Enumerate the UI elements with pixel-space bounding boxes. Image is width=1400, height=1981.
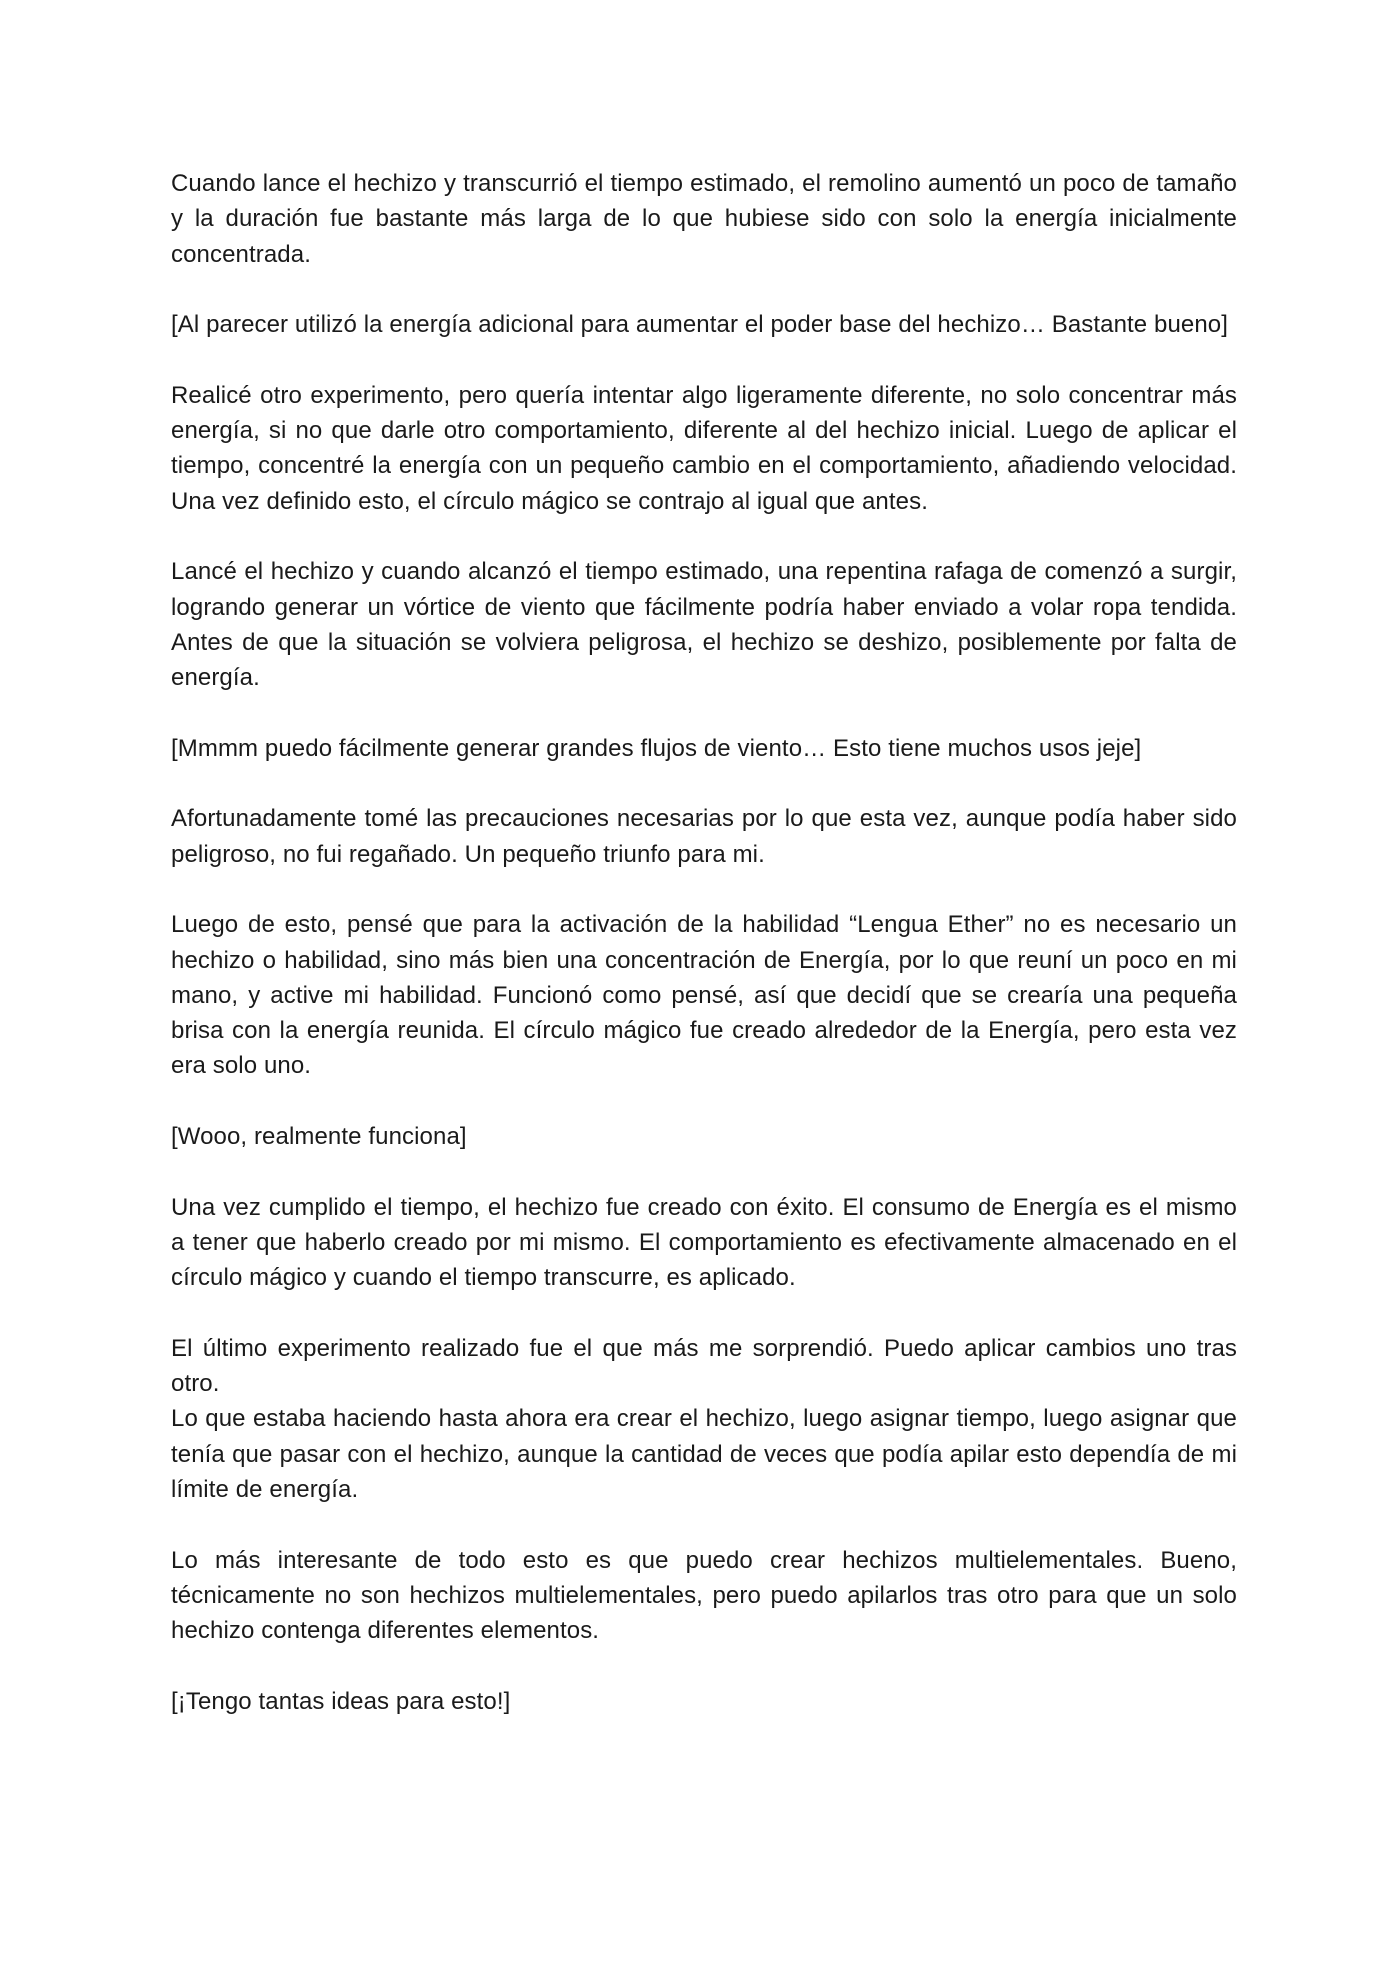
paragraph: [¡Tengo tantas ideas para esto!] [171,1687,511,1715]
paragraph: El último experimento realizado fue el que más me sorprendió. Puedo aplicar cambios uno tras otro. [171,1334,1237,1398]
paragraph: Realicé otro experimento, pero quería intentar algo ligeramente diferente, no solo concentrar más energía, si no que darle otro comportamiento, diferente al del hechizo inicial. Luego de aplicar el tiempo, concentré la energía con un pequeño cambio en el comportamiento, añadiendo velocidad. Una vez definido esto, el círculo mágico se contrajo al igual que antes. [171,381,1237,515]
document-body [171,166,1237,1719]
paragraph: Lancé el hechizo y cuando alcanzó el tiempo estimado, una repentina rafaga de comenzó a surgir, logrando generar un vórtice de viento que fácilmente podría haber enviado a volar ropa tendida. Antes de que la situación se volviera peligrosa, el hechizo se deshizo, posiblemente por falta de energía. [171,558,1237,692]
paragraph: Afortunadamente tomé las precauciones necesarias por lo que esta vez, aunque podía haber sido peligroso, no fui regañado. Un pequeño triunfo para mi. [171,805,1237,868]
paragraph: [Mmmm puedo fácilmente generar grandes flujos de viento… Esto tiene muchos usos jeje] [171,734,1142,762]
paragraph: [Wooo, realmente funciona] [171,1123,467,1151]
paragraph: Lo más interesante de todo esto es que puedo crear hechizos multielementales. Bueno, técnicamente no son hechizos multielementales, pero puedo apilarlos tras otro para que un solo hechizo contenga diferentes elementos. [171,1546,1237,1645]
paragraph: [Al parecer utilizó la energía adicional para aumentar el poder base del hechizo… Bastante bueno] [171,311,1229,339]
paragraph: Luego de esto, pensé que para la activación de la habilidad “Lengua Ether” no es necesario un hechizo o habilidad, sino más bien una concentración de Energía, por lo que reuní un poco en mi mano, y active mi habilidad. Funcionó como pensé, así que decidí que se crearía una pequeña brisa con la energía reunida. El círculo mágico fue creado alrededor de la Energía, pero esta vez era solo uno. [171,911,1237,1080]
paragraph: Cuando lance el hechizo y transcurrió el tiempo estimado, el remolino aumentó un poco de tamaño y la duración fue bastante más larga de lo que hubiese sido con solo la energía inicialmente concentrada. [171,170,1237,268]
paragraph: Una vez cumplido el tiempo, el hechizo fue creado con éxito. El consumo de Energía es el mismo a tener que haberlo creado por mi mismo. El comportamiento es efectivamente almacenado en el círculo mágico y cuando el tiempo transcurre, es aplicado. [171,1193,1237,1292]
paragraph: Lo que estaba haciendo hasta ahora era crear el hechizo, luego asignar tiempo, luego asignar que tenía que pasar con el hechizo, aunque la cantidad de veces que podía apilar esto dependía de mi límite de energía. [171,1405,1237,1503]
